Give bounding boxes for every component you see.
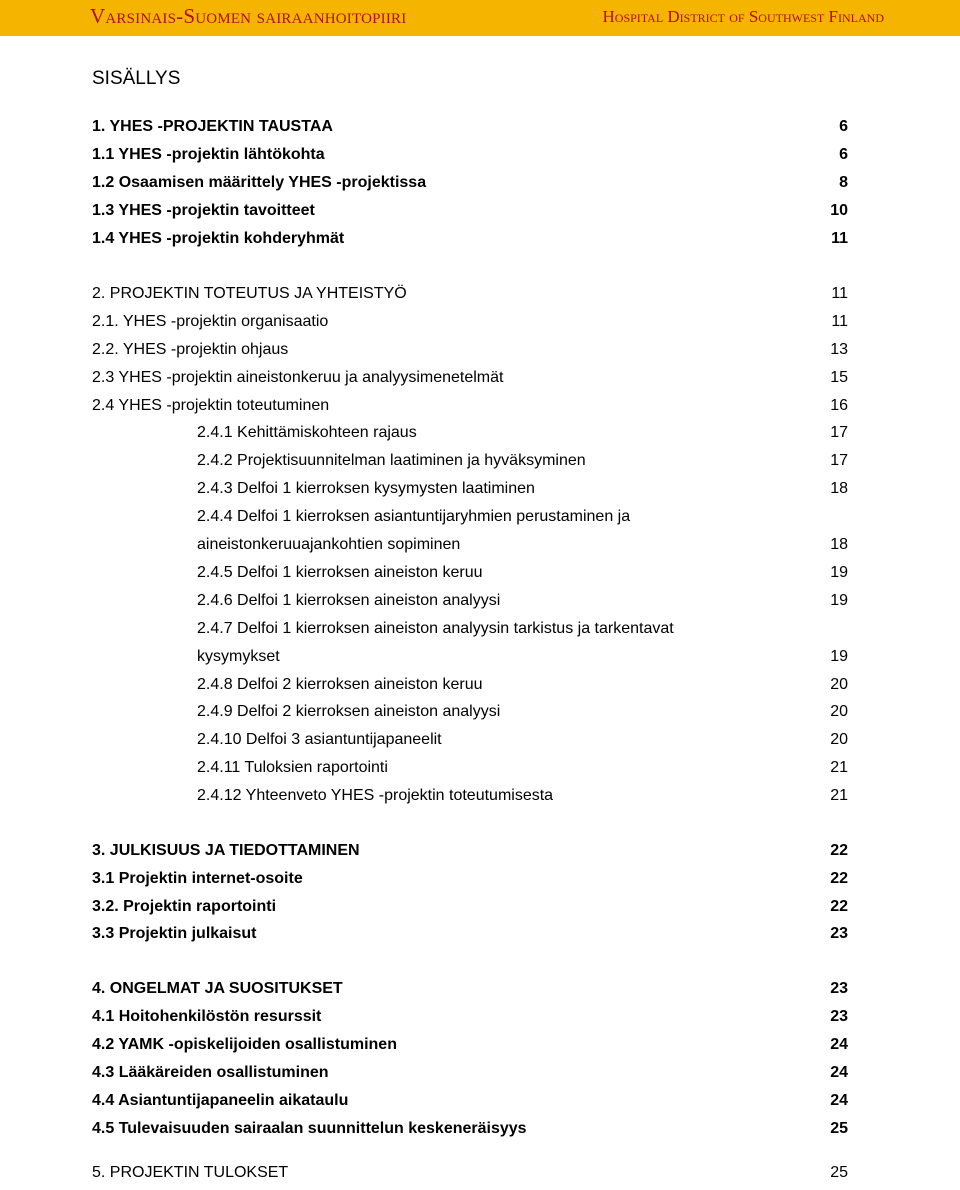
toc-entry-page: 8 [839,174,848,191]
toc-entry[interactable] [92,785,848,807]
toc-entry[interactable] [92,840,848,862]
toc-entry-page: 6 [839,118,848,135]
toc-entry-page: 21 [830,759,848,776]
toc-entry[interactable] [92,367,848,389]
toc-entry[interactable] [92,1034,848,1056]
toc-entry[interactable] [92,283,848,305]
toc-entry[interactable] [92,674,848,696]
organization-name-english: Hospital District of Southwest Finland [602,7,884,26]
toc-entry[interactable] [92,422,848,444]
toc-entry-label: 1.3 YHES -projektin tavoitteet [92,202,315,219]
toc-entry-label: 4. ONGELMAT JA SUOSITUKSET [92,980,343,997]
toc-entry[interactable] [92,1090,848,1112]
toc-entry-page: 17 [830,424,848,441]
toc-entry[interactable] [92,144,848,166]
toc-entry-page: 24 [830,1036,848,1053]
organization-name-finnish: Varsinais-Suomen sairaanhoitopiiri [90,4,407,28]
toc-entry-label: 4.3 Lääkäreiden osallistuminen [92,1064,329,1081]
toc-entry-label: 4.5 Tulevaisuuden sairaalan suunnittelun keskeneräisyys [92,1120,527,1137]
toc-entry-label: 2.3 YHES -projektin aineistonkeruu ja analyysimenetelmät [92,369,504,386]
toc-entry-label: 5. PROJEKTIN TULOKSET [92,1164,289,1181]
toc-entry-label: 2.2. YHES -projektin ohjaus [92,341,289,358]
toc-entry-label: 2.4.5 Delfoi 1 kierroksen aineiston keruu [197,564,483,581]
toc-entry-page: 20 [830,731,848,748]
toc-entry-page: 17 [830,452,848,469]
toc-entry-label: 1.4 YHES -projektin kohderyhmät [92,230,345,247]
toc-entry[interactable] [92,757,848,779]
toc-entry[interactable] [92,172,848,194]
toc-entry[interactable] [92,1062,848,1084]
toc-entry-page: 20 [830,676,848,693]
toc-entry-page: 16 [830,397,848,414]
toc-entry-page: 19 [830,564,848,581]
toc-entry-page: 23 [830,1008,848,1025]
toc-entry-page: 11 [831,313,848,330]
toc-entry-page: 22 [830,870,848,887]
toc-heading: SISÄLLYS [92,68,181,89]
toc-entry[interactable] [92,896,848,918]
toc-entry-label: 4.1 Hoitohenkilöstön resurssit [92,1008,322,1025]
toc-entry-page: 23 [830,925,848,942]
toc-entry-label: 3.2. Projektin raportointi [92,898,277,915]
toc-entry-label: 4.4 Asiantuntijapaneelin aikataulu [92,1092,349,1109]
toc-entry[interactable] [92,450,848,472]
toc-entry-label: 2.4.10 Delfoi 3 asiantuntijapaneelit [197,731,442,748]
toc-entry[interactable] [92,923,848,945]
toc-entry[interactable] [92,395,848,417]
toc-entry[interactable] [92,868,848,890]
toc-entry-page: 15 [830,369,848,386]
toc-entry[interactable] [92,534,848,556]
toc-entry[interactable] [92,618,848,640]
toc-entry-page: 18 [830,536,848,553]
toc-entry-page: 11 [831,285,848,302]
toc-entry[interactable] [92,339,848,361]
header-bar [0,0,960,36]
toc-entry[interactable] [92,200,848,222]
toc-entry[interactable] [92,506,848,528]
toc-entry-page: 22 [830,842,848,859]
toc-entry-page: 25 [830,1120,848,1137]
toc-entry-label: 2.4.6 Delfoi 1 kierroksen aineiston analyysi [197,592,501,609]
toc-entry[interactable] [92,590,848,612]
toc-entry-page: 10 [830,202,848,219]
toc-entry-page: 6 [839,146,848,163]
toc-entry-label: 3.3 Projektin julkaisut [92,925,257,942]
toc-entry-page: 24 [830,1092,848,1109]
toc-entry[interactable] [92,478,848,500]
toc-entry-label: 2.4 YHES -projektin toteutuminen [92,397,330,414]
toc-entry-page: 24 [830,1064,848,1081]
toc-entry-label: 2.4.4 Delfoi 1 kierroksen asiantuntijaryhmien perustaminen ja [197,508,631,525]
toc-entry-label: 2.4.11 Tuloksien raportointi [197,759,388,776]
toc-entry-page: 20 [830,703,848,720]
toc-entry-label: 2.4.7 Delfoi 1 kierroksen aineiston analyysin tarkistus ja tarkentavat [197,620,674,637]
toc-entry-label: 2.4.9 Delfoi 2 kierroksen aineiston analyysi [197,703,501,720]
toc-entry-page: 11 [831,230,848,247]
toc-entry[interactable] [92,116,848,138]
toc-entry-label: 2.4.2 Projektisuunnitelman laatiminen ja hyväksyminen [197,452,586,469]
toc-entry-label: 3.1 Projektin internet-osoite [92,870,303,887]
toc-entry-label: 2.4.12 Yhteenveto YHES -projektin toteutumisesta [197,787,554,804]
toc-entry-label: 1.2 Osaamisen määrittely YHES -projektissa [92,174,427,191]
toc-entry[interactable] [92,646,848,668]
toc-entry-label: 4.2 YAMK -opiskelijoiden osallistuminen [92,1036,397,1053]
toc-entry-label: 1.1 YHES -projektin lähtökohta [92,146,325,163]
toc-entry[interactable] [92,701,848,723]
toc-entry-page: 25 [830,1164,848,1181]
toc-entry-label: kysymykset [197,648,280,665]
toc-entry-page: 18 [830,480,848,497]
toc-entry-page: 13 [830,341,848,358]
toc-entry-label: 1. YHES -PROJEKTIN TAUSTAA [92,118,333,135]
toc-entry-page: 23 [830,980,848,997]
toc-entry[interactable] [92,978,848,1000]
toc-entry-page: 19 [830,648,848,665]
toc-entry[interactable] [92,562,848,584]
toc-entry[interactable] [92,311,848,333]
toc-entry[interactable] [92,228,848,250]
toc-entry-page: 21 [830,787,848,804]
toc-entry-label: 2.1. YHES -projektin organisaatio [92,313,329,330]
toc-entry-page: 22 [830,898,848,915]
toc-entry-page: 19 [830,592,848,609]
toc-entry[interactable] [92,1118,848,1140]
toc-entry-label: 2. PROJEKTIN TOTEUTUS JA YHTEISTYÖ [92,285,407,302]
toc-entry[interactable] [92,1162,848,1184]
toc-entry[interactable] [92,1006,848,1028]
toc-entry-label: 2.4.3 Delfoi 1 kierroksen kysymysten laatiminen [197,480,535,497]
toc-entry-label: 3. JULKISUUS JA TIEDOTTAMINEN [92,842,360,859]
toc-entry-label: aineistonkeruuajankohtien sopiminen [197,536,461,553]
toc-entry-label: 2.4.8 Delfoi 2 kierroksen aineiston keruu [197,676,483,693]
toc-entry[interactable] [92,729,848,751]
toc-entry-label: 2.4.1 Kehittämiskohteen rajaus [197,424,417,441]
